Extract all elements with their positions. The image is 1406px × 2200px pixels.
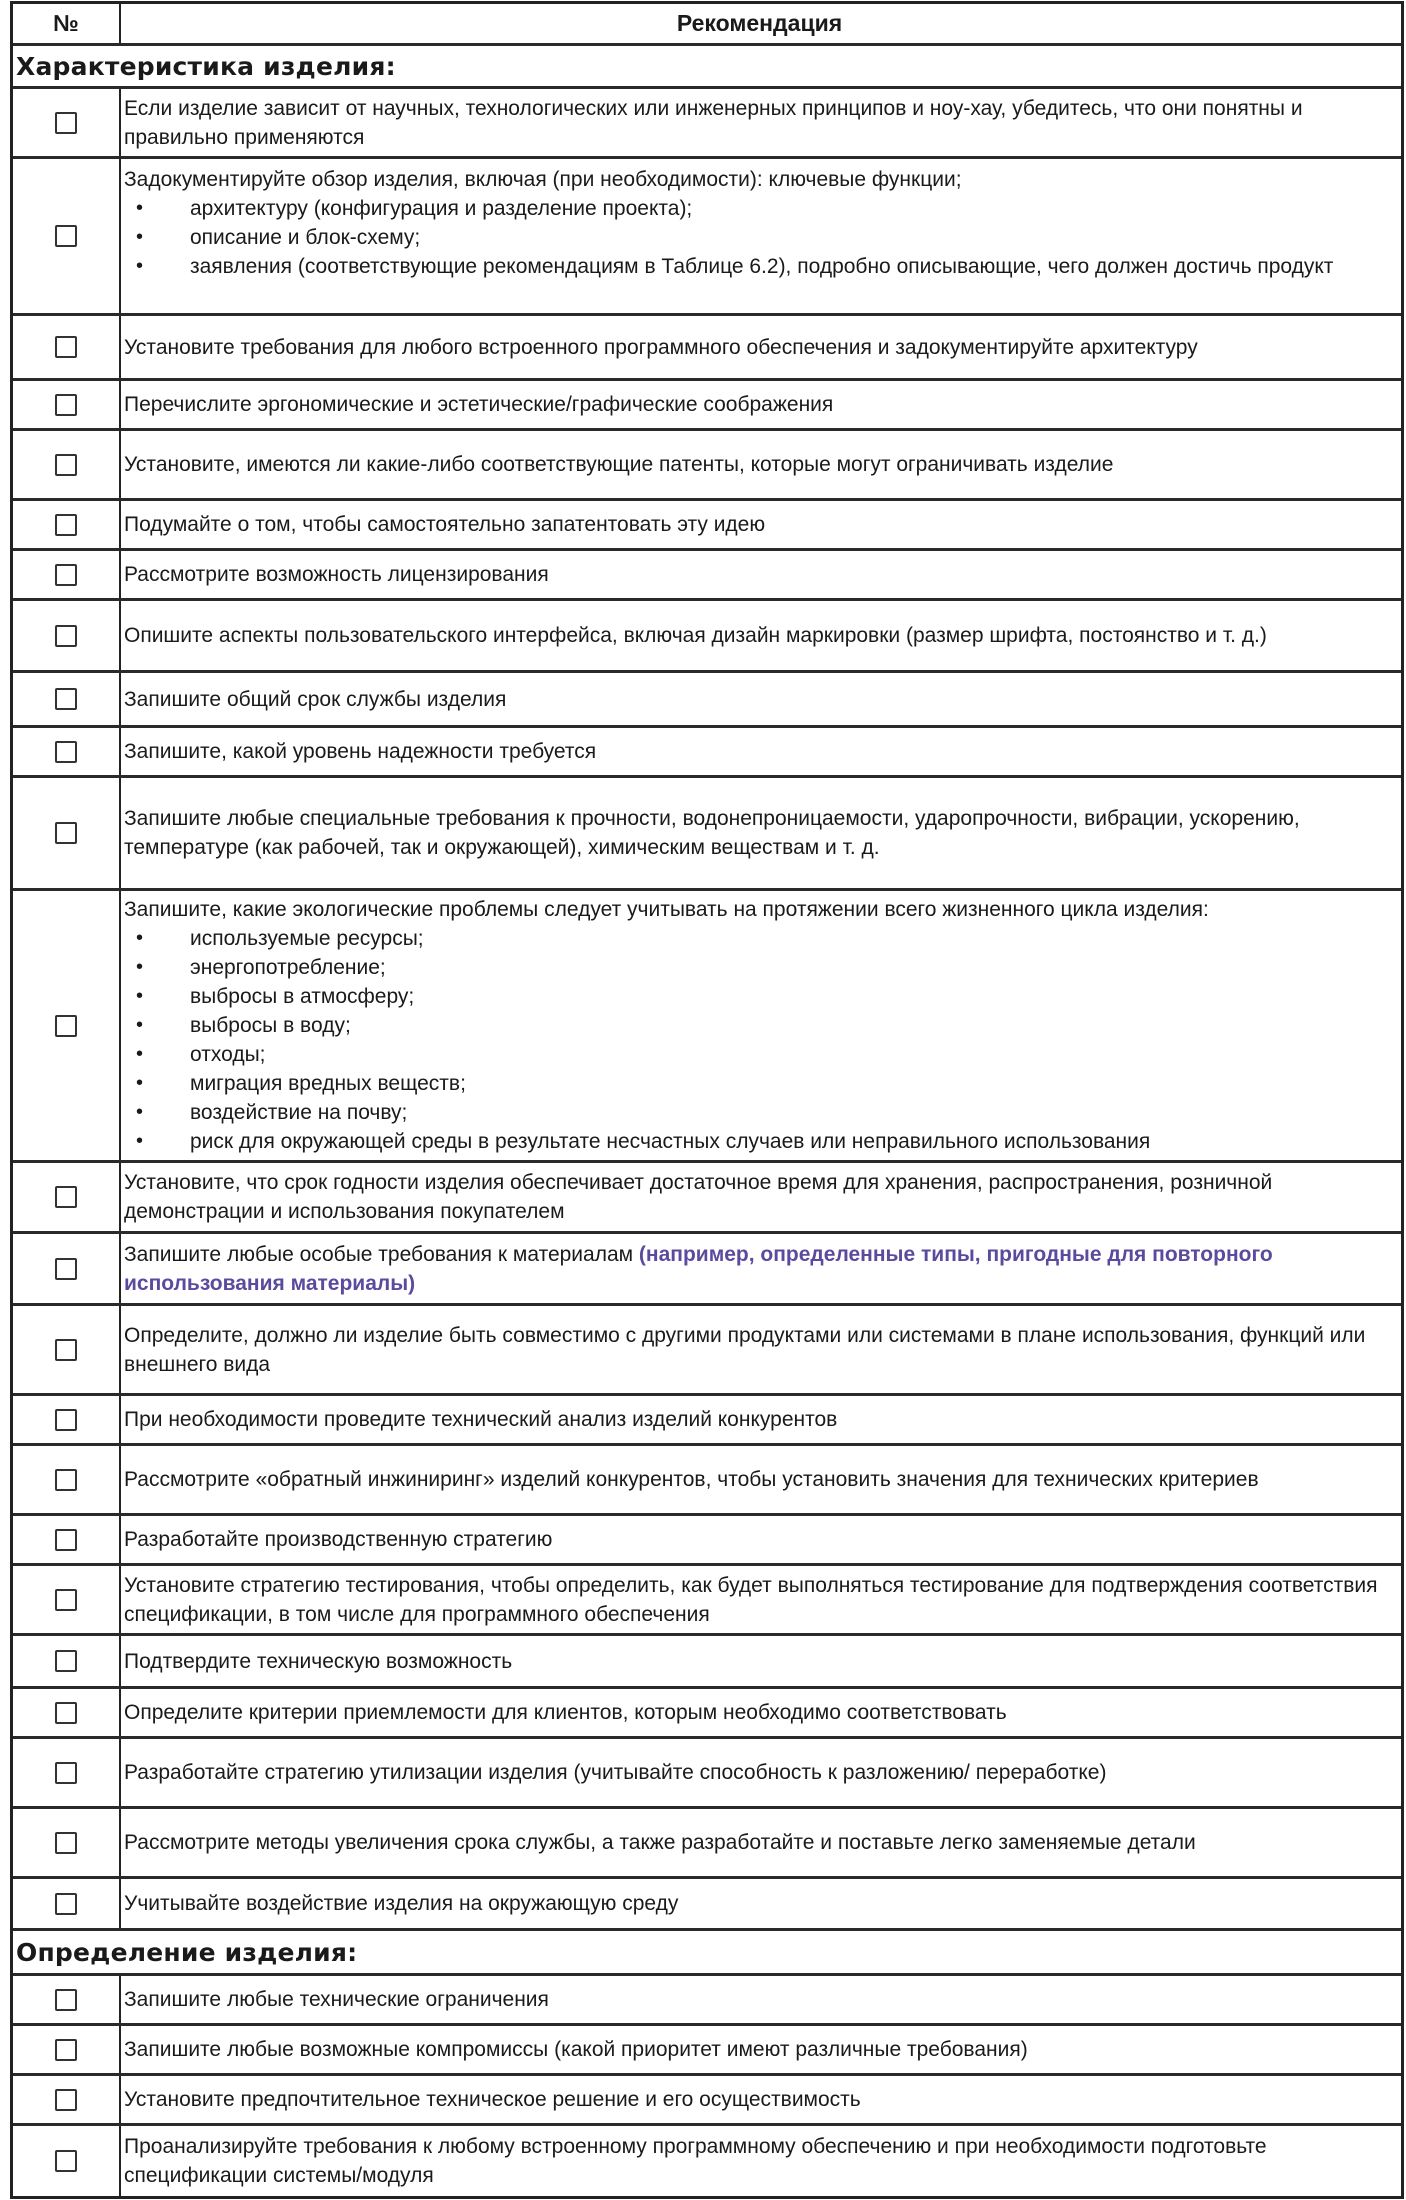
- row-text: Рассмотрите «обратный инжиниринг» изделий конкурентов, чтобы установить значения для технических критериев: [124, 1468, 1259, 1491]
- table-row: [13, 1739, 1401, 1809]
- row-text: Запишите, какие экологические проблемы следует учитывать на протяжении всего жизненного цикла изделия:: [124, 898, 1209, 921]
- checkbox-icon[interactable]: [55, 1832, 77, 1854]
- header-recommendation-cell: [121, 4, 1401, 43]
- checkbox-icon[interactable]: [55, 1469, 77, 1491]
- table-row: [13, 431, 1401, 501]
- row-text: Задокументируйте обзор изделия, включая (при необходимости): ключевые функции;: [124, 168, 962, 191]
- bullet-item: • энергопотребление;: [124, 953, 1395, 982]
- table-row: [13, 778, 1401, 891]
- checkbox-icon[interactable]: [55, 1762, 77, 1784]
- section-row: [13, 1931, 1401, 1976]
- bullet-item: • описание и блок-схему;: [124, 223, 1395, 252]
- section-title: Характеристика изделия:: [16, 51, 396, 81]
- checkbox-icon[interactable]: [55, 2150, 77, 2172]
- table-row: [13, 1396, 1401, 1446]
- table-row: [13, 89, 1401, 159]
- header-number: №: [53, 10, 79, 36]
- row-text: Подтвердите техническую возможность: [124, 1649, 513, 1673]
- checkbox-icon[interactable]: [55, 2089, 77, 2111]
- bullet-item: • риск для окружающей среды в результате несчастных случаев или неправильного использования: [124, 1127, 1395, 1156]
- table-row: [13, 2026, 1401, 2076]
- row-text: Определите, должно ли изделие быть совместимо с другими продуктами или системами в плане использования, функций или внешнего вида: [124, 1323, 1366, 1376]
- table-row: [13, 1809, 1401, 1879]
- bullet-item: • архитектуру (конфигурация и разделение проекта);: [124, 194, 1395, 223]
- row-text-accent: (например, определенные типы, пригодные для повторного использования материалы): [124, 1242, 1273, 1295]
- row-text: Если изделие зависит от научных, технологических или инженерных принципов и ноу-хау, убедитесь, что они понятны и правильно применяются: [124, 96, 1303, 149]
- row-text: Подумайте о том, чтобы самостоятельно запатентовать эту идею: [124, 513, 766, 536]
- bullet-item: • отходы;: [124, 1040, 1395, 1069]
- table-row: [13, 728, 1401, 778]
- bullet-item: • используемые ресурсы;: [124, 924, 1395, 953]
- row-text: Запишите любые возможные компромиссы (какой приоритет имеют различные требования): [124, 2038, 1028, 2061]
- bullet-item: • выбросы в атмосферу;: [124, 982, 1395, 1011]
- table-row: [13, 381, 1401, 431]
- row-text: Разработайте производственную стратегию: [124, 1528, 553, 1551]
- row-text: Запишите, какой уровень надежности требуется: [124, 740, 597, 763]
- row-text-plain: Запишите любые особые требования к материалам: [124, 1242, 639, 1266]
- row-text: Рассмотрите возможность лицензирования: [124, 563, 549, 586]
- checkbox-icon[interactable]: [55, 1893, 77, 1915]
- checkbox-icon[interactable]: [55, 1186, 77, 1208]
- row-text: Запишите любые специальные требования к прочности, водонепроницаемости, ударопрочности, вибрации, ускорению, температуре (как рабочей, так и окружающей), химическим веществам и т. д.: [124, 807, 1300, 859]
- row-text: Проанализируйте требования к любому встроенному программному обеспечению и при необходимости подготовьте спецификации системы/модуля: [124, 2135, 1267, 2187]
- checkbox-icon[interactable]: [55, 1989, 77, 2011]
- table-row: [13, 1689, 1401, 1739]
- table-row: [13, 1234, 1401, 1306]
- checkbox-icon[interactable]: [55, 336, 77, 358]
- table-row: [13, 159, 1401, 316]
- bullet-item: • выбросы в воду;: [124, 1011, 1395, 1040]
- table-row: [13, 316, 1401, 381]
- row-text: При необходимости проведите технический анализ изделий конкурентов: [124, 1408, 838, 1431]
- row-text: [124, 1240, 1395, 1298]
- checkbox-icon[interactable]: [55, 112, 77, 134]
- checkbox-icon[interactable]: [55, 625, 77, 647]
- table-row: [13, 1306, 1401, 1396]
- row-text: Установите предпочтительное техническое решение и его осуществимость: [124, 2088, 861, 2111]
- checkbox-icon[interactable]: [55, 1409, 77, 1431]
- checkbox-icon[interactable]: [55, 1702, 77, 1724]
- checkbox-icon[interactable]: [55, 2039, 77, 2061]
- table-header: [13, 4, 1401, 46]
- checkbox-icon[interactable]: [55, 741, 77, 763]
- table-row: [13, 501, 1401, 551]
- bullet-item: • миграция вредных веществ;: [124, 1069, 1395, 1098]
- row-text: Установите, что срок годности изделия обеспечивает достаточное время для хранения, распространения, розничной демонстрации и использования покупателем: [124, 1171, 1273, 1223]
- section-row: [13, 46, 1401, 89]
- row-text: Учитывайте воздействие изделия на окружающую среду: [124, 1892, 679, 1915]
- table-row: [13, 1446, 1401, 1516]
- checkbox-icon[interactable]: [55, 1339, 77, 1361]
- row-text: Перечислите эргономические и эстетические/графические соображения: [124, 393, 834, 416]
- checklist-table: [10, 1, 1404, 2199]
- checkbox-icon[interactable]: [55, 394, 77, 416]
- checkbox-icon[interactable]: [55, 688, 77, 710]
- row-text: Запишите общий срок службы изделия: [124, 687, 507, 711]
- table-row: [13, 1636, 1401, 1689]
- checkbox-icon[interactable]: [55, 1529, 77, 1551]
- header-number-cell: [13, 4, 121, 43]
- checkbox-icon[interactable]: [55, 514, 77, 536]
- table-row: [13, 601, 1401, 673]
- checkbox-icon[interactable]: [55, 1258, 77, 1280]
- row-text: Определите критерии приемлемости для клиентов, которым необходимо соответствовать: [124, 1701, 1007, 1724]
- checkbox-icon[interactable]: [55, 822, 77, 844]
- table-row: [13, 673, 1401, 728]
- row-text: Разработайте стратегию утилизации изделия (учитывайте способность к разложению/ переработке): [124, 1761, 1107, 1784]
- checkbox-icon[interactable]: [55, 454, 77, 476]
- bullet-list: [124, 924, 1395, 1156]
- checkbox-icon[interactable]: [55, 1589, 77, 1611]
- header-recommendation: Рекомендация: [676, 10, 843, 36]
- checkbox-icon[interactable]: [55, 225, 77, 247]
- checkbox-icon[interactable]: [55, 564, 77, 586]
- table-row: [13, 1976, 1401, 2026]
- table-row: [13, 2076, 1401, 2126]
- row-text: Установите стратегию тестирования, чтобы определить, как будет выполняться тестирование для подтверждения соответствия спецификации, в том числе для программного обеспечения: [124, 1573, 1378, 1626]
- table-row: [13, 1566, 1401, 1636]
- table-row: [13, 1163, 1401, 1234]
- bullet-list: [124, 194, 1395, 281]
- table-row: [13, 1516, 1401, 1566]
- table-row: [13, 891, 1401, 1163]
- checkbox-icon[interactable]: [55, 1650, 77, 1672]
- row-text: Рассмотрите методы увеличения срока службы, а также разработайте и поставьте легко заменяемые детали: [124, 1831, 1196, 1854]
- table-row: [13, 2126, 1401, 2196]
- checkbox-icon[interactable]: [55, 1015, 77, 1037]
- bullet-item: • воздействие на почву;: [124, 1098, 1395, 1127]
- row-text: Опишите аспекты пользовательского интерфейса, включая дизайн маркировки (размер шрифта, постоянство и т. д.): [124, 624, 1267, 647]
- bullet-item: • заявления (соответствующие рекомендациям в Таблице 6.2), подробно описывающие, чего должен достичь продукт: [124, 252, 1395, 281]
- row-text: Установите требования для любого встроенного программного обеспечения и задокументируйте архитектуру: [124, 335, 1198, 359]
- row-text: Запишите любые технические ограничения: [124, 1988, 549, 2011]
- table-row: [13, 551, 1401, 601]
- row-text: Установите, имеются ли какие-либо соответствующие патенты, которые могут ограничивать изделие: [124, 453, 1114, 476]
- table-row: [13, 1879, 1401, 1931]
- section-title: Определение изделия:: [16, 1937, 358, 1967]
